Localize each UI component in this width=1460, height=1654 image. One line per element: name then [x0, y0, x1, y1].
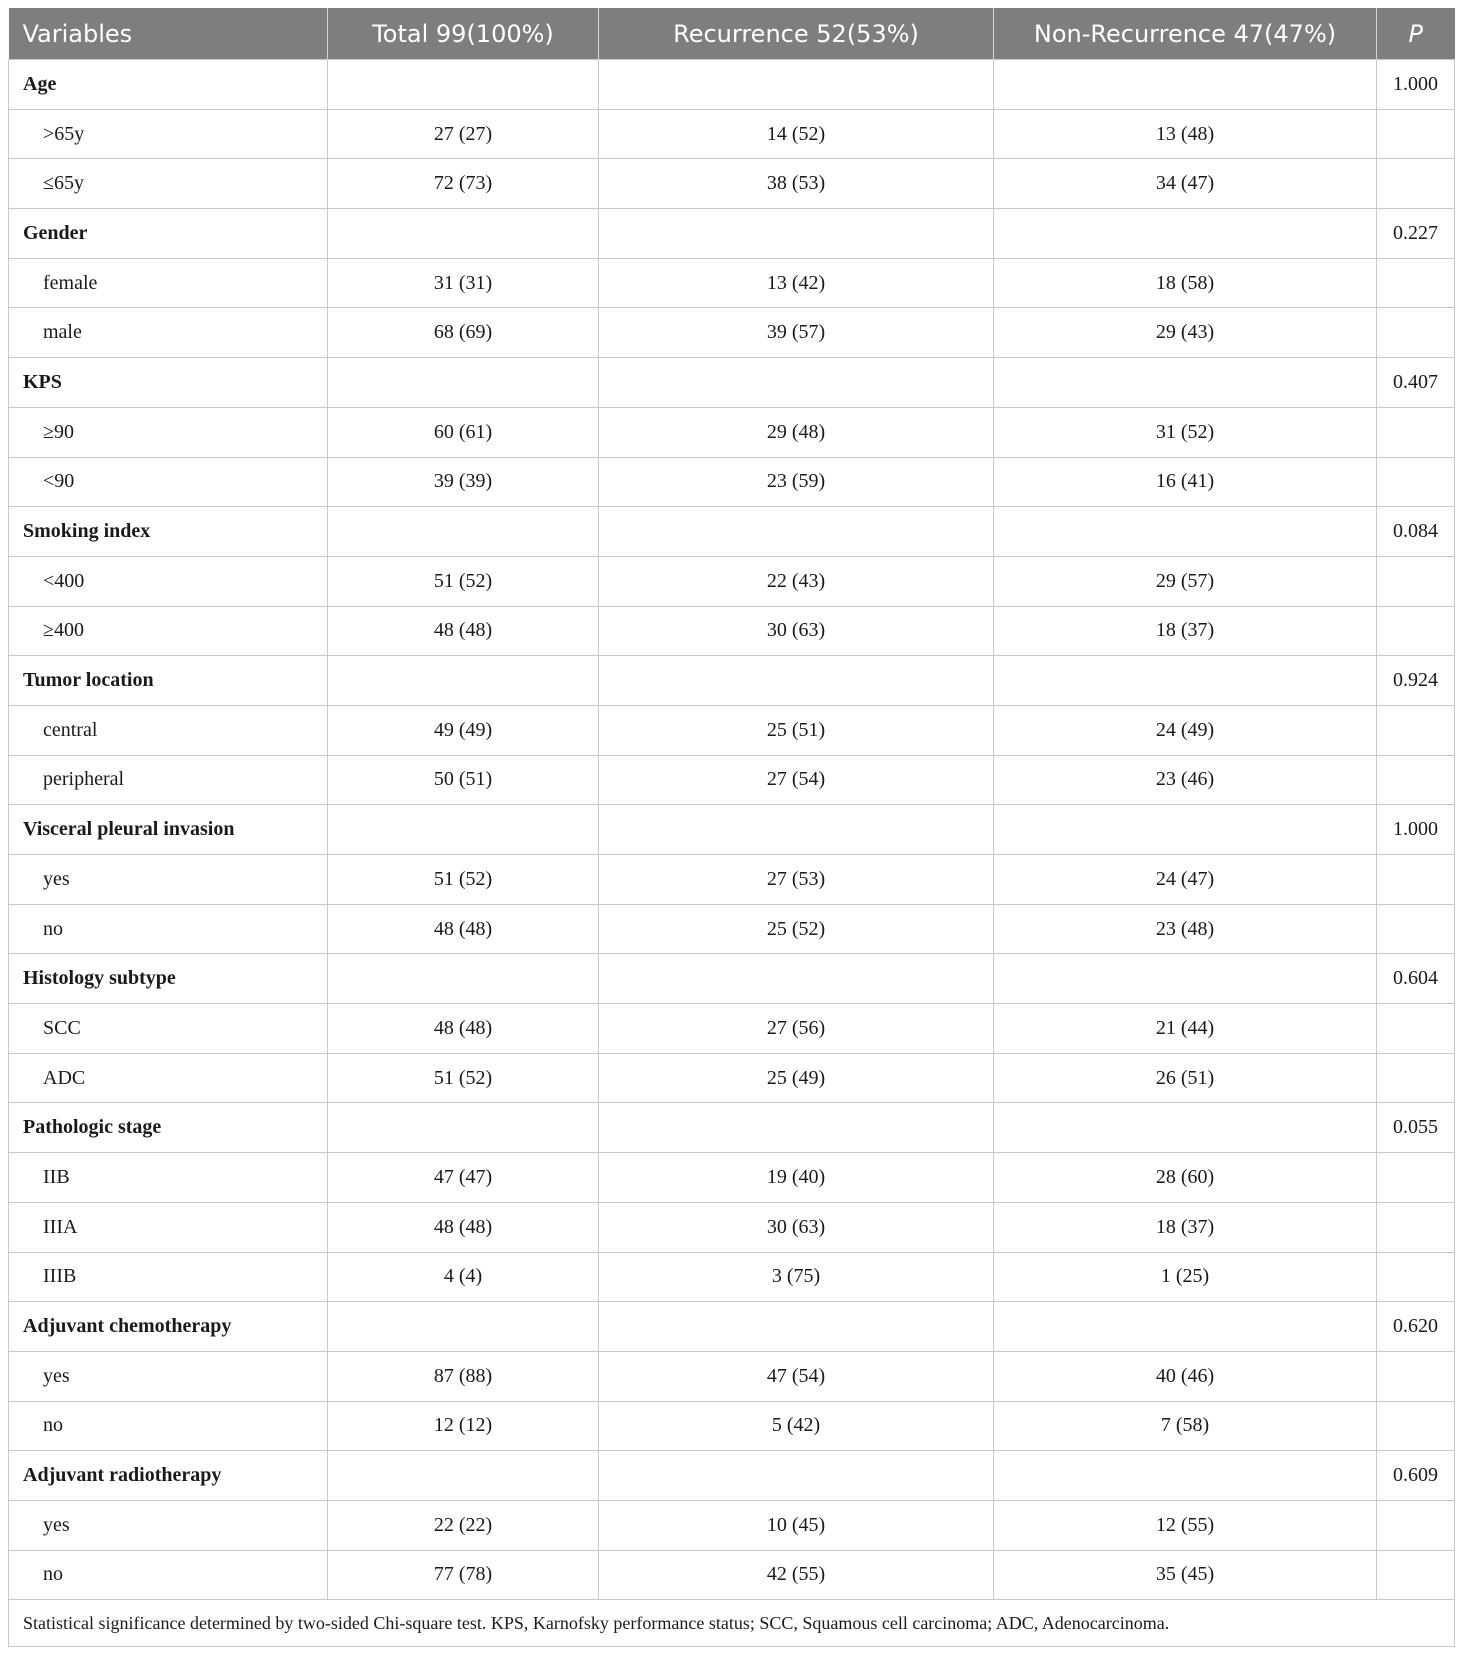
total-cell: 27 (27) — [328, 109, 599, 159]
total-cell — [328, 60, 599, 110]
p-value-cell: 0.924 — [1377, 656, 1455, 706]
non-recurrence-cell: 1 (25) — [994, 1252, 1377, 1302]
header-recurrence: Recurrence 52(53%) — [599, 8, 994, 60]
header-total: Total 99(100%) — [328, 8, 599, 60]
total-cell — [328, 507, 599, 557]
variable-cell: no — [9, 904, 328, 954]
total-cell: 49 (49) — [328, 705, 599, 755]
recurrence-cell: 22 (43) — [599, 556, 994, 606]
variable-cell: Adjuvant chemotherapy — [9, 1302, 328, 1352]
variable-cell: IIB — [9, 1153, 328, 1203]
variable-cell: Tumor location — [9, 656, 328, 706]
non-recurrence-cell: 35 (45) — [994, 1550, 1377, 1600]
table-group-row — [9, 507, 1455, 557]
non-recurrence-cell — [994, 1302, 1377, 1352]
total-cell: 50 (51) — [328, 755, 599, 805]
table-row — [9, 407, 1455, 457]
p-value-cell: 0.407 — [1377, 358, 1455, 408]
table-header — [9, 8, 1455, 60]
non-recurrence-cell: 34 (47) — [994, 159, 1377, 209]
total-cell — [328, 954, 599, 1004]
p-value-cell — [1377, 407, 1455, 457]
p-value-cell — [1377, 705, 1455, 755]
total-cell: 48 (48) — [328, 606, 599, 656]
table-row — [9, 1004, 1455, 1054]
variable-cell: yes — [9, 1500, 328, 1550]
variable-cell: <400 — [9, 556, 328, 606]
recurrence-cell: 30 (63) — [599, 606, 994, 656]
header-row — [9, 8, 1455, 60]
recurrence-cell: 25 (51) — [599, 705, 994, 755]
p-value-cell — [1377, 855, 1455, 905]
total-cell — [328, 1103, 599, 1153]
table-row — [9, 904, 1455, 954]
footnote: Statistical significance determined by two-sided Chi-square test. KPS, Karnofsky performance status; SCC, Squamous cell carcinoma; ADC, Adenocarcinoma. — [9, 1600, 1455, 1647]
total-cell: 47 (47) — [328, 1153, 599, 1203]
recurrence-cell: 13 (42) — [599, 258, 994, 308]
p-value-cell — [1377, 556, 1455, 606]
non-recurrence-cell: 40 (46) — [994, 1351, 1377, 1401]
recurrence-cell: 5 (42) — [599, 1401, 994, 1451]
variable-cell: Histology subtype — [9, 954, 328, 1004]
p-value-cell — [1377, 1252, 1455, 1302]
p-value-cell — [1377, 606, 1455, 656]
non-recurrence-cell: 21 (44) — [994, 1004, 1377, 1054]
p-value-cell — [1377, 308, 1455, 358]
table-group-row — [9, 656, 1455, 706]
recurrence-cell — [599, 358, 994, 408]
table-group-row — [9, 954, 1455, 1004]
table-footer — [9, 1600, 1455, 1647]
total-cell: 87 (88) — [328, 1351, 599, 1401]
recurrence-cell: 23 (59) — [599, 457, 994, 507]
non-recurrence-cell — [994, 358, 1377, 408]
p-value-cell — [1377, 258, 1455, 308]
non-recurrence-cell: 24 (47) — [994, 855, 1377, 905]
total-cell: 22 (22) — [328, 1500, 599, 1550]
total-cell: 51 (52) — [328, 855, 599, 905]
non-recurrence-cell — [994, 507, 1377, 557]
variable-cell: ≥90 — [9, 407, 328, 457]
table-row — [9, 109, 1455, 159]
total-cell: 12 (12) — [328, 1401, 599, 1451]
variable-cell: IIIA — [9, 1202, 328, 1252]
table-group-row — [9, 1451, 1455, 1501]
table-row — [9, 1153, 1455, 1203]
p-value-cell — [1377, 1500, 1455, 1550]
recurrence-cell: 29 (48) — [599, 407, 994, 457]
non-recurrence-cell: 31 (52) — [994, 407, 1377, 457]
total-cell: 51 (52) — [328, 556, 599, 606]
table-row — [9, 308, 1455, 358]
recurrence-cell: 3 (75) — [599, 1252, 994, 1302]
table-group-row — [9, 209, 1455, 259]
non-recurrence-cell: 18 (58) — [994, 258, 1377, 308]
recurrence-cell: 19 (40) — [599, 1153, 994, 1203]
p-value-cell — [1377, 1053, 1455, 1103]
total-cell: 68 (69) — [328, 308, 599, 358]
non-recurrence-cell: 7 (58) — [994, 1401, 1377, 1451]
non-recurrence-cell: 23 (48) — [994, 904, 1377, 954]
table-row — [9, 1053, 1455, 1103]
non-recurrence-cell: 13 (48) — [994, 109, 1377, 159]
variable-cell: yes — [9, 855, 328, 905]
non-recurrence-cell — [994, 209, 1377, 259]
variable-cell: Smoking index — [9, 507, 328, 557]
p-value-cell: 0.055 — [1377, 1103, 1455, 1153]
table-group-row — [9, 358, 1455, 408]
total-cell — [328, 656, 599, 706]
variable-cell: ADC — [9, 1053, 328, 1103]
recurrence-cell: 27 (56) — [599, 1004, 994, 1054]
variable-cell: Adjuvant radiotherapy — [9, 1451, 328, 1501]
total-cell: 31 (31) — [328, 258, 599, 308]
total-cell: 4 (4) — [328, 1252, 599, 1302]
variable-cell: Gender — [9, 209, 328, 259]
total-cell: 72 (73) — [328, 159, 599, 209]
recurrence-cell — [599, 1451, 994, 1501]
table-group-row — [9, 805, 1455, 855]
variable-cell: ≤65y — [9, 159, 328, 209]
p-value-cell — [1377, 1351, 1455, 1401]
recurrence-cell: 30 (63) — [599, 1202, 994, 1252]
table-row — [9, 1500, 1455, 1550]
p-value-cell: 1.000 — [1377, 805, 1455, 855]
recurrence-cell: 14 (52) — [599, 109, 994, 159]
p-value-cell: 0.227 — [1377, 209, 1455, 259]
recurrence-cell: 25 (49) — [599, 1053, 994, 1103]
p-value-cell — [1377, 904, 1455, 954]
header-p-value: P — [1377, 8, 1455, 60]
p-value-cell — [1377, 1401, 1455, 1451]
header-non-recurrence: Non-Recurrence 47(47%) — [994, 8, 1377, 60]
recurrence-cell: 42 (55) — [599, 1550, 994, 1600]
non-recurrence-cell: 12 (55) — [994, 1500, 1377, 1550]
recurrence-cell — [599, 805, 994, 855]
total-cell: 48 (48) — [328, 904, 599, 954]
total-cell: 60 (61) — [328, 407, 599, 457]
data-table — [8, 8, 1455, 1647]
variable-cell: central — [9, 705, 328, 755]
recurrence-cell: 27 (54) — [599, 755, 994, 805]
table-group-row — [9, 1302, 1455, 1352]
table-container — [8, 8, 1454, 1647]
variable-cell: IIIB — [9, 1252, 328, 1302]
variable-cell: no — [9, 1401, 328, 1451]
total-cell — [328, 358, 599, 408]
p-value-cell — [1377, 755, 1455, 805]
total-cell: 51 (52) — [328, 1053, 599, 1103]
non-recurrence-cell — [994, 1103, 1377, 1153]
p-value-cell: 0.084 — [1377, 507, 1455, 557]
variable-cell: >65y — [9, 109, 328, 159]
variable-cell: peripheral — [9, 755, 328, 805]
table-row — [9, 606, 1455, 656]
table-row — [9, 556, 1455, 606]
variable-cell: <90 — [9, 457, 328, 507]
table-row — [9, 755, 1455, 805]
non-recurrence-cell: 26 (51) — [994, 1053, 1377, 1103]
p-value-cell — [1377, 159, 1455, 209]
recurrence-cell — [599, 507, 994, 557]
table-row — [9, 258, 1455, 308]
variable-cell: no — [9, 1550, 328, 1600]
p-value-cell: 0.609 — [1377, 1451, 1455, 1501]
table-row — [9, 1252, 1455, 1302]
non-recurrence-cell: 29 (57) — [994, 556, 1377, 606]
variable-cell: male — [9, 308, 328, 358]
table-row — [9, 855, 1455, 905]
p-value-cell: 0.620 — [1377, 1302, 1455, 1352]
non-recurrence-cell: 16 (41) — [994, 457, 1377, 507]
p-value-cell: 1.000 — [1377, 60, 1455, 110]
variable-cell: yes — [9, 1351, 328, 1401]
variable-cell: Age — [9, 60, 328, 110]
p-value-cell — [1377, 1550, 1455, 1600]
table-row — [9, 1202, 1455, 1252]
p-value-cell — [1377, 1153, 1455, 1203]
table-row — [9, 1401, 1455, 1451]
recurrence-cell: 38 (53) — [599, 159, 994, 209]
recurrence-cell — [599, 209, 994, 259]
non-recurrence-cell: 29 (43) — [994, 308, 1377, 358]
non-recurrence-cell — [994, 805, 1377, 855]
variable-cell: female — [9, 258, 328, 308]
variable-cell: KPS — [9, 358, 328, 408]
recurrence-cell — [599, 60, 994, 110]
recurrence-cell: 47 (54) — [599, 1351, 994, 1401]
non-recurrence-cell — [994, 656, 1377, 706]
non-recurrence-cell: 24 (49) — [994, 705, 1377, 755]
total-cell: 48 (48) — [328, 1202, 599, 1252]
total-cell: 39 (39) — [328, 457, 599, 507]
non-recurrence-cell — [994, 60, 1377, 110]
total-cell — [328, 1302, 599, 1352]
non-recurrence-cell: 18 (37) — [994, 1202, 1377, 1252]
table-row — [9, 159, 1455, 209]
footnote-row — [9, 1600, 1455, 1647]
p-value-cell — [1377, 1202, 1455, 1252]
recurrence-cell — [599, 1302, 994, 1352]
non-recurrence-cell — [994, 1451, 1377, 1501]
non-recurrence-cell: 28 (60) — [994, 1153, 1377, 1203]
recurrence-cell — [599, 656, 994, 706]
header-variables: Variables — [9, 8, 328, 60]
variable-cell: ≥400 — [9, 606, 328, 656]
variable-cell: Pathologic stage — [9, 1103, 328, 1153]
table-row — [9, 457, 1455, 507]
total-cell — [328, 209, 599, 259]
p-value-cell — [1377, 109, 1455, 159]
recurrence-cell: 25 (52) — [599, 904, 994, 954]
non-recurrence-cell: 18 (37) — [994, 606, 1377, 656]
total-cell — [328, 1451, 599, 1501]
table-row — [9, 705, 1455, 755]
recurrence-cell: 39 (57) — [599, 308, 994, 358]
total-cell: 48 (48) — [328, 1004, 599, 1054]
table-group-row — [9, 1103, 1455, 1153]
non-recurrence-cell: 23 (46) — [994, 755, 1377, 805]
p-value-cell: 0.604 — [1377, 954, 1455, 1004]
variable-cell: SCC — [9, 1004, 328, 1054]
recurrence-cell: 27 (53) — [599, 855, 994, 905]
table-row — [9, 1550, 1455, 1600]
table-body — [9, 60, 1455, 1600]
total-cell: 77 (78) — [328, 1550, 599, 1600]
recurrence-cell — [599, 954, 994, 1004]
non-recurrence-cell — [994, 954, 1377, 1004]
p-value-cell — [1377, 457, 1455, 507]
table-group-row — [9, 60, 1455, 110]
p-value-cell — [1377, 1004, 1455, 1054]
table-row — [9, 1351, 1455, 1401]
variable-cell: Visceral pleural invasion — [9, 805, 328, 855]
recurrence-cell — [599, 1103, 994, 1153]
total-cell — [328, 805, 599, 855]
recurrence-cell: 10 (45) — [599, 1500, 994, 1550]
